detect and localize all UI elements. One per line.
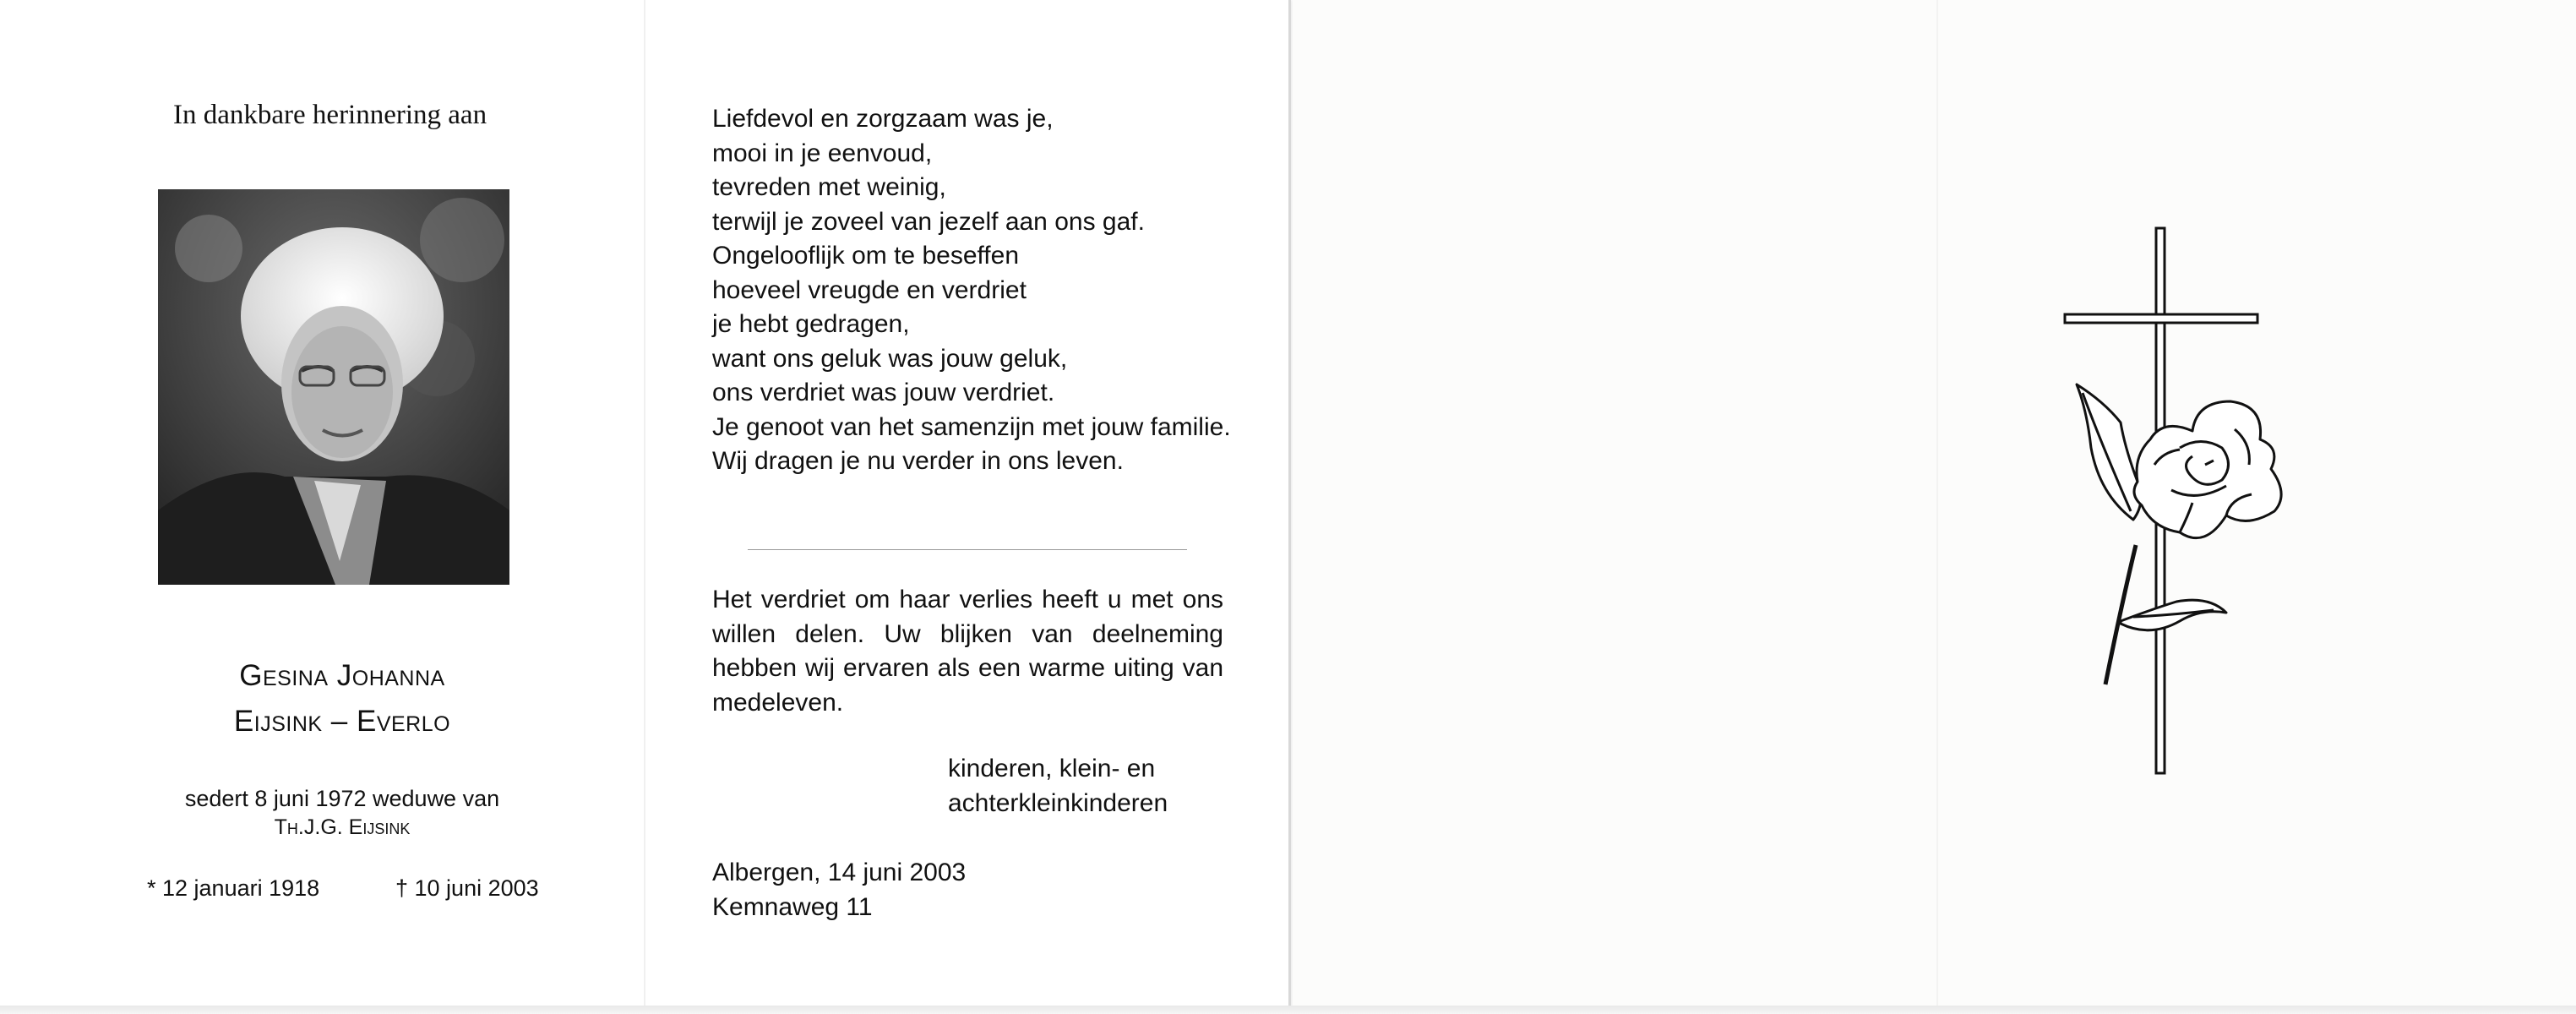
poem-line: Je genoot van het samenzijn met jouw familie.	[712, 412, 1231, 441]
poem-line: ons verdriet was jouw verdriet.	[712, 379, 1055, 406]
family-signature	[948, 752, 1168, 820]
memorial-card-cover	[1293, 0, 2576, 1007]
poem-line: Ongelooflijk om te beseffen	[712, 242, 1020, 270]
poem	[712, 102, 1253, 479]
heading: In dankbare herinnering aan	[173, 100, 487, 130]
poem-line: terwijl je zoveel van jezelf aan ons gaf.	[712, 207, 1145, 236]
poem-line: tevreden met weinig,	[712, 173, 946, 201]
poem-line: Wij dragen je nu verder in ons leven.	[712, 447, 1124, 475]
divider	[748, 549, 1187, 550]
fold-line	[1936, 0, 1938, 1007]
place-date: Albergen, 14 juni 2003	[712, 859, 967, 886]
widow-line: sedert 8 juni 1972 weduwe van	[184, 786, 500, 811]
deceased-surname: Eijsink – Everlo	[233, 705, 451, 738]
poem-line: hoeveel vreugde en verdriet	[712, 275, 1027, 304]
poem-line: je hebt gedragen,	[712, 310, 910, 338]
poem-line: Liefdevol en zorgzaam was je,	[712, 105, 1054, 133]
signature-line: achterkleinkinderen	[948, 788, 1168, 817]
signature-line: kinderen, klein- en	[948, 755, 1156, 782]
portrait-photo	[158, 189, 509, 585]
thanks-message: Het verdriet om haar verlies heeft u met ons willen delen. Uw blijken van deelneming hebben wij ervaren als een warme uiting van medeleven.	[712, 586, 1223, 717]
memorial-card-inner	[0, 0, 1291, 1007]
cross-with-rose-icon	[2053, 211, 2323, 786]
poem-line: want ons geluk was jouw geluk,	[712, 344, 1068, 373]
fold-line	[644, 0, 645, 1007]
place-and-address	[712, 856, 966, 924]
birth-date: * 12 januari 1918	[147, 875, 320, 901]
card-bottom-edge	[0, 1006, 2576, 1014]
address: Kemnaweg 11	[712, 892, 873, 921]
death-date: † 10 juni 2003	[395, 875, 539, 901]
poem-line: mooi in je eenvoud,	[712, 139, 933, 167]
deceased-first-names: Gesina Johanna	[239, 659, 445, 692]
husband-name: Th.J.G. Eijsink	[274, 815, 411, 839]
